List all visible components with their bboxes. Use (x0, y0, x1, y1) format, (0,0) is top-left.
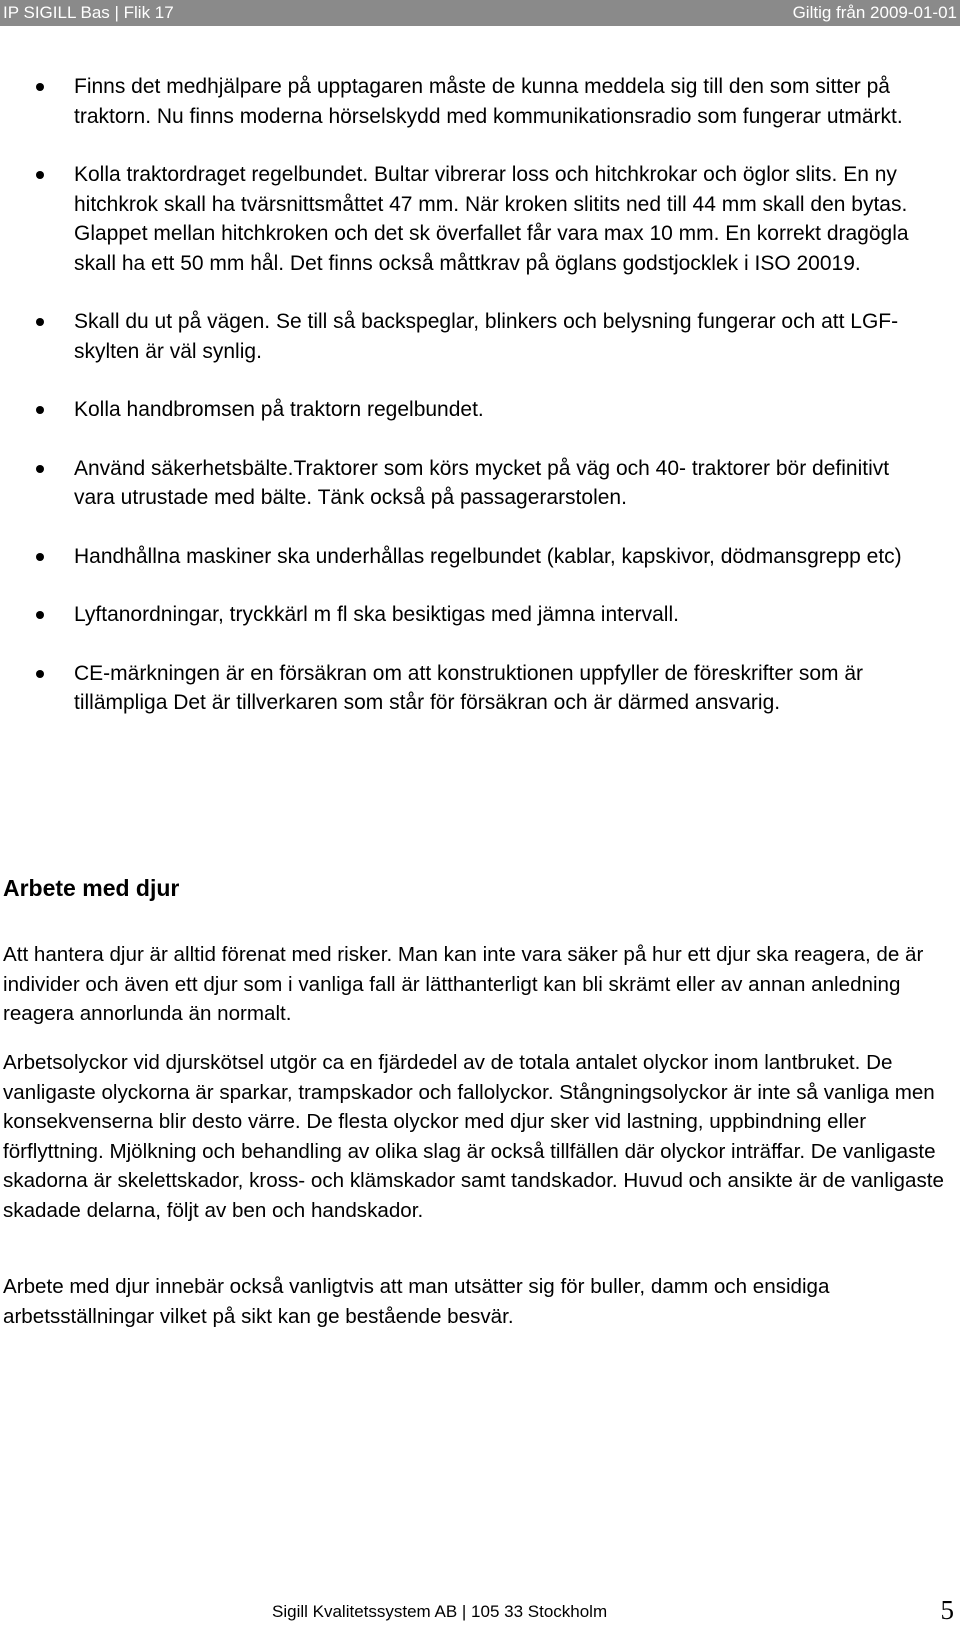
page-footer (0, 1597, 960, 1627)
footer-address: Sigill Kvalitetssystem AB | 105 33 Stockholm (272, 1602, 608, 1621)
safety-bullet-list (0, 72, 960, 747)
bullet-icon (36, 670, 44, 678)
bullet-icon (36, 406, 44, 414)
list-item-text: Använd säkerhetsbälte.Traktorer som körs mycket på väg och 40- traktorer bör definitivt vara utrustade med bälte. Tänk också på passagerarstolen. (74, 456, 890, 509)
body-paragraph: Arbete med djur innebär också vanligtvis att man utsätter sig för buller, damm och ensidiga arbetsställningar vilket på sikt kan ge bestående besvär. (3, 1275, 830, 1328)
list-item (0, 395, 960, 425)
list-item (0, 72, 960, 131)
section-heading: Arbete med djur (3, 875, 180, 901)
bullet-icon (36, 611, 44, 619)
header-document-title: IP SIGILL Bas | Flik 17 (3, 3, 174, 22)
list-item-text: Kolla handbromsen på traktorn regelbundet. (74, 398, 484, 421)
list-item (0, 160, 960, 278)
list-item-text: Handhållna maskiner ska underhållas regelbundet (kablar, kapskivor, dödmansgrepp etc) (74, 544, 902, 568)
bullet-icon (36, 465, 44, 473)
bullet-icon (36, 318, 44, 326)
bullet-icon (36, 83, 44, 91)
list-item-text: Skall du ut på vägen. Se till så backspeglar, blinkers och belysning fungerar och att LGF-skylten är väl synlig. (74, 310, 899, 363)
list-item (0, 454, 960, 513)
bullet-icon (36, 171, 44, 179)
list-item (0, 659, 960, 718)
list-item (0, 600, 960, 630)
list-item-text: Finns det medhjälpare på upptagaren måste de kunna meddela sig till den som sitter på traktorn. Nu finns moderna hörselskydd med kommunikationsradio som fungerar utmärkt. (74, 75, 903, 128)
body-paragraph: Att hantera djur är alltid förenat med risker. Man kan inte vara säker på hur ett djur ska reagera, de är individer och även ett djur som i vanliga fall är lätthanterligt kan bli skrämt eller av annan anledning reagera annorlunda än normalt. (3, 943, 924, 1025)
body-paragraph: Arbetsolyckor vid djurskötsel utgör ca en fjärdedel av de totala antalet olyckor inom lantbruket. De vanligaste olyckorna är sparkar, trampskador och fallolyckor. Stångningsolyckor är inte så vanliga men konsekvenserna blir desto värre. De flesta olyckor med djur sker vid lastning, uppbindning eller förflyttning. Mjölkning och behandling av olika slag är också tillfällen där olyckor inträffar. De vanligaste skadorna är skelettskador, kross- och klämskador samt tandskador. Huvud och ansikte är de vanligaste skadade delarna, följt av ben och handskador. (3, 1051, 944, 1222)
header-validity-date: Giltig från 2009-01-01 (792, 3, 957, 22)
list-item-text: Kolla traktordraget regelbundet. Bultar vibrerar loss och hitchkrokar och öglor slits. En ny hitchkrok skall ha tvärsnittsmåttet 47 mm. När kroken slitits ned till 44 mm skall den bytas. Glappet mellan hitchkroken och det sk överfallet får vara max 10 mm. En korrekt dragögla skall ha ett 50 mm hål. Det finns också måttkrav på öglans godstjocklek i ISO 20019. (74, 163, 909, 275)
bullet-icon (36, 553, 44, 561)
list-item-text: CE-märkningen är en försäkran om att konstruktionen uppfyller de föreskrifter som är tillämpliga Det är tillverkaren som står för försäkran och är därmed ansvarig. (74, 661, 864, 714)
list-item (0, 307, 960, 366)
page-number: 5 (940, 1595, 954, 1625)
list-item (0, 542, 960, 572)
list-item-text: Lyftanordningar, tryckkärl m fl ska besiktigas med jämna intervall. (74, 603, 679, 626)
page-header (0, 0, 960, 26)
